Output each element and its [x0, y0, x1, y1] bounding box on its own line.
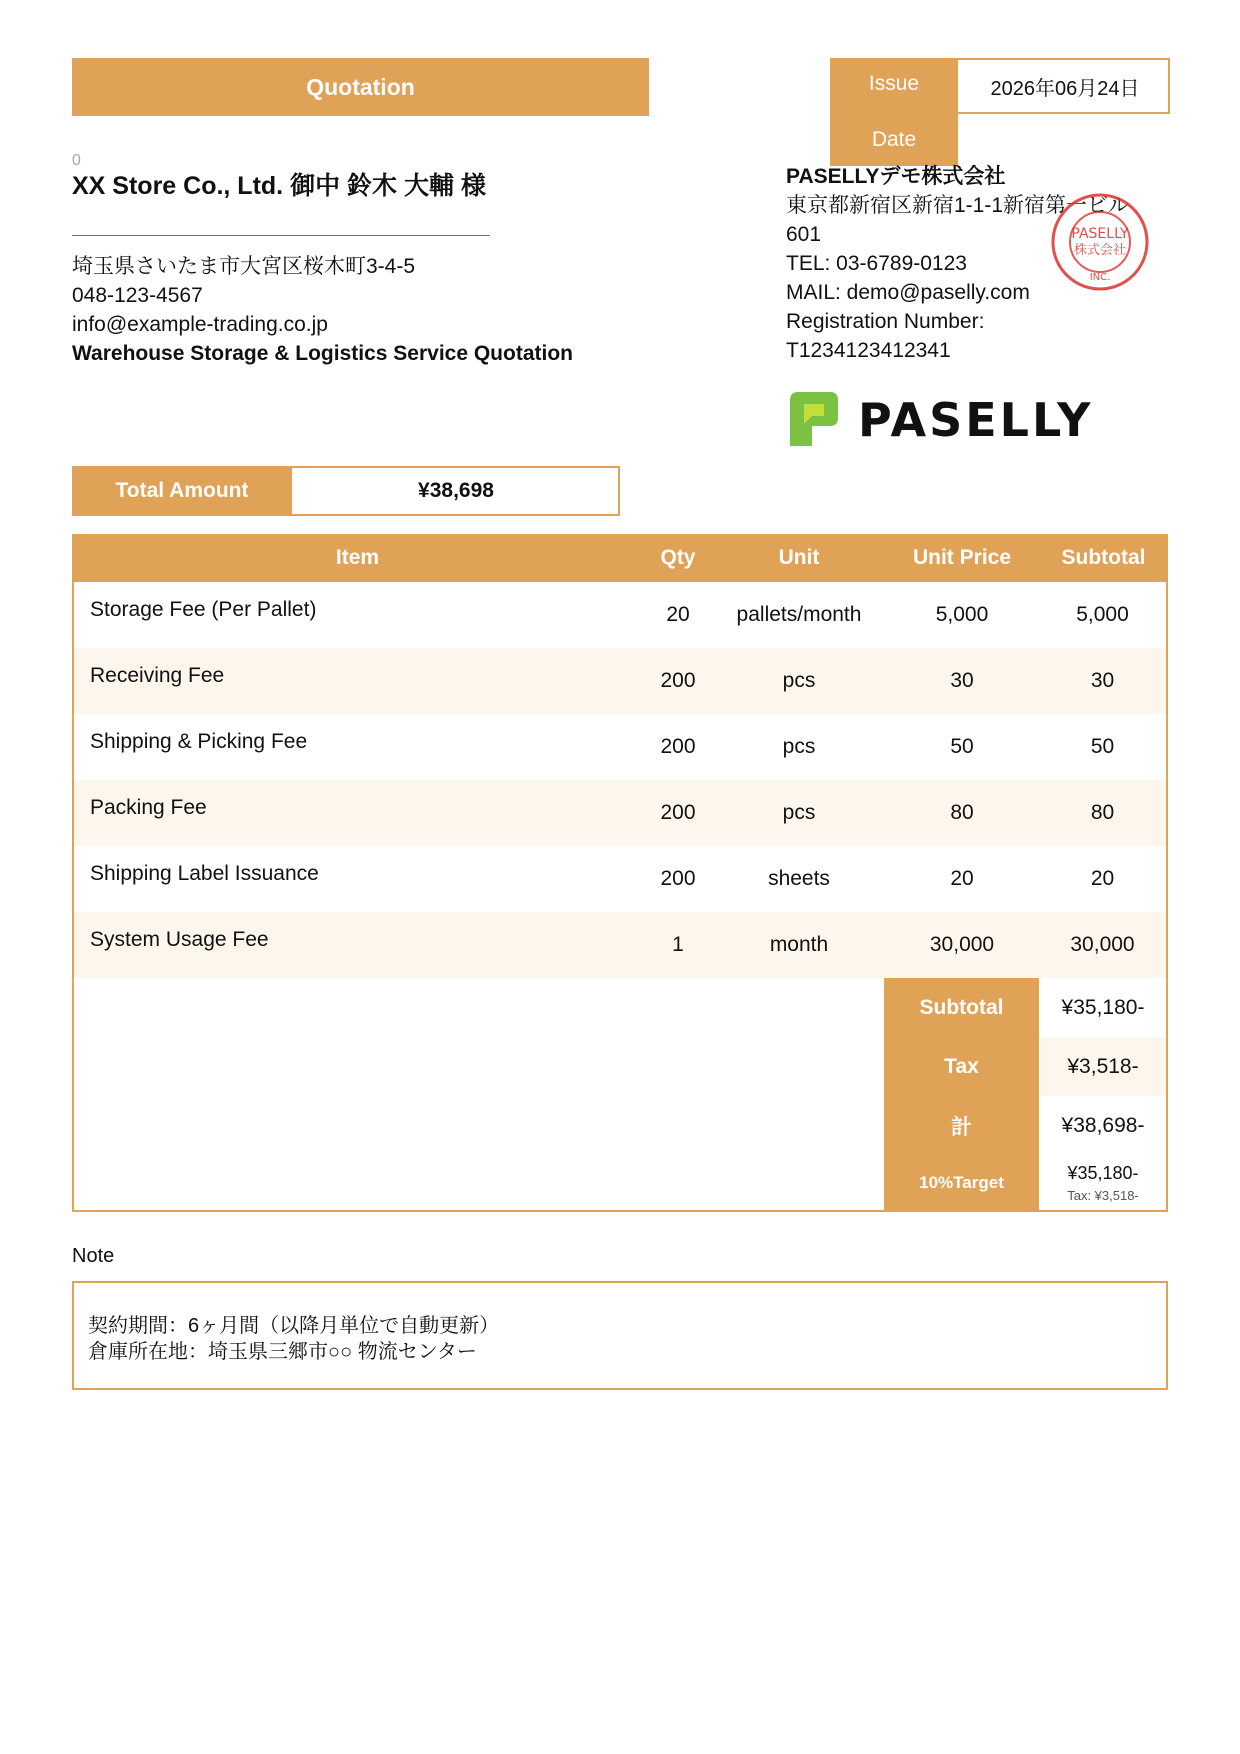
row-unit-price: 30: [950, 669, 974, 692]
company-mail: MAIL: demo@paselly.com: [786, 281, 1030, 304]
table-row: [74, 780, 1166, 846]
row-unit: pcs: [782, 735, 816, 758]
row-unit-price: 50: [950, 735, 974, 758]
header-item: Item: [335, 546, 380, 569]
row-unit: sheets: [768, 867, 830, 890]
note-box: [72, 1281, 1168, 1390]
row-item: Shipping & Picking Fee: [90, 730, 308, 753]
customer-info: [72, 252, 573, 368]
row-subtotal: 5,000: [1076, 603, 1129, 626]
header-subtotal: Subtotal: [1061, 546, 1146, 569]
row-subtotal: 20: [1090, 867, 1115, 890]
row-subtotal: 80: [1090, 801, 1115, 824]
customer-address: 埼玉県さいたま市大宮区桜木町3-4-5: [72, 255, 416, 278]
document-title: Quotation: [72, 58, 649, 116]
row-qty: 1: [672, 933, 684, 956]
svg-text:PASELLY: PASELLY: [858, 393, 1094, 447]
table-header: [72, 534, 1168, 582]
customer-name: XX Store Co., Ltd. 御中 鈴木 大輔 様: [72, 172, 486, 200]
customer-number: 0: [72, 152, 81, 169]
summary-total-value: ¥38,698-: [1061, 1113, 1145, 1137]
svg-text:PASELLY: PASELLY: [1071, 226, 1129, 242]
table-row: [74, 648, 1166, 714]
row-qty: 20: [666, 603, 690, 626]
customer-phone: 048-123-4567: [72, 284, 203, 307]
summary-subtotal-label: Subtotal: [884, 978, 1039, 1037]
row-unit-price: 5,000: [935, 603, 989, 626]
customer-email: info@example-trading.co.jp: [72, 313, 328, 336]
row-unit: pallets/month: [736, 603, 862, 626]
quotation-subject: Warehouse Storage & Logistics Service Quotation: [72, 342, 573, 365]
table-row: [74, 912, 1166, 978]
registration-number: T1234123412341: [786, 339, 951, 362]
header-unit-price: Unit Price: [912, 546, 1012, 569]
row-qty: 200: [660, 735, 696, 758]
row-qty: 200: [660, 867, 696, 890]
note-line-1: 契約期間：6ヶ月間（以降月単位で自動更新）: [88, 1315, 500, 1337]
svg-text:株式会社: 株式会社: [1073, 243, 1127, 258]
issue-label-line2: Date: [871, 128, 917, 151]
row-subtotal: 30,000: [1070, 933, 1135, 956]
table-row: [74, 582, 1166, 648]
row-item: Shipping Label Issuance: [90, 862, 319, 885]
issue-label-line1: Issue: [868, 72, 920, 95]
customer-underline: [72, 235, 490, 236]
row-qty: 200: [660, 669, 696, 692]
summary-target-label: 10%Target: [884, 1155, 1039, 1210]
issue-date-label: [830, 58, 958, 166]
registration-label: Registration Number:: [786, 310, 985, 333]
summary-subtotal-value: ¥35,180-: [1061, 995, 1145, 1019]
svg-text:INC.: INC.: [1089, 272, 1111, 283]
company-address: 東京都新宿区新宿1-1-1新宿第一ビル: [786, 194, 1130, 217]
row-subtotal: 30: [1090, 669, 1115, 692]
summary-target-tax: Tax: ¥3,518-: [1067, 1188, 1139, 1203]
row-unit: month: [769, 933, 829, 956]
row-subtotal: 50: [1090, 735, 1115, 758]
summary-total-label: 計: [884, 1096, 1039, 1155]
summary-target-value: ¥35,180-: [1067, 1163, 1139, 1183]
row-unit-price: 30,000: [929, 933, 995, 956]
row-item: Receiving Fee: [90, 664, 225, 687]
row-qty: 200: [660, 801, 696, 824]
total-amount-label: Total Amount: [72, 466, 292, 516]
company-tel: TEL: 03-6789-0123: [786, 252, 967, 275]
company-address-2: 601: [786, 223, 822, 246]
company-name: PASELLYデモ株式会社: [786, 165, 1006, 188]
row-item: Packing Fee: [90, 796, 207, 819]
total-amount-value: ¥38,698: [418, 479, 494, 502]
row-unit-price: 20: [950, 867, 974, 890]
note-line-2: 倉庫所在地：埼玉県三郷市○○ 物流センター: [88, 1341, 477, 1363]
table-row: [74, 846, 1166, 912]
summary-tax-label: Tax: [884, 1037, 1039, 1096]
header-unit: Unit: [778, 546, 820, 569]
row-item: System Usage Fee: [90, 928, 269, 951]
summary-target-box: [1040, 1155, 1166, 1210]
table-row: [74, 714, 1166, 780]
row-unit-price: 80: [950, 801, 974, 824]
note-title: Note: [72, 1245, 115, 1267]
company-logo: [786, 388, 1116, 450]
company-seal-stamp: [1050, 192, 1150, 292]
row-unit: pcs: [782, 669, 816, 692]
row-item: Storage Fee (Per Pallet): [90, 598, 317, 621]
issue-date-value: 2026年06月24日: [990, 77, 1140, 100]
header-qty: Qty: [660, 546, 696, 569]
summary-tax-value: ¥3,518-: [1040, 1037, 1166, 1096]
row-unit: pcs: [782, 801, 816, 824]
